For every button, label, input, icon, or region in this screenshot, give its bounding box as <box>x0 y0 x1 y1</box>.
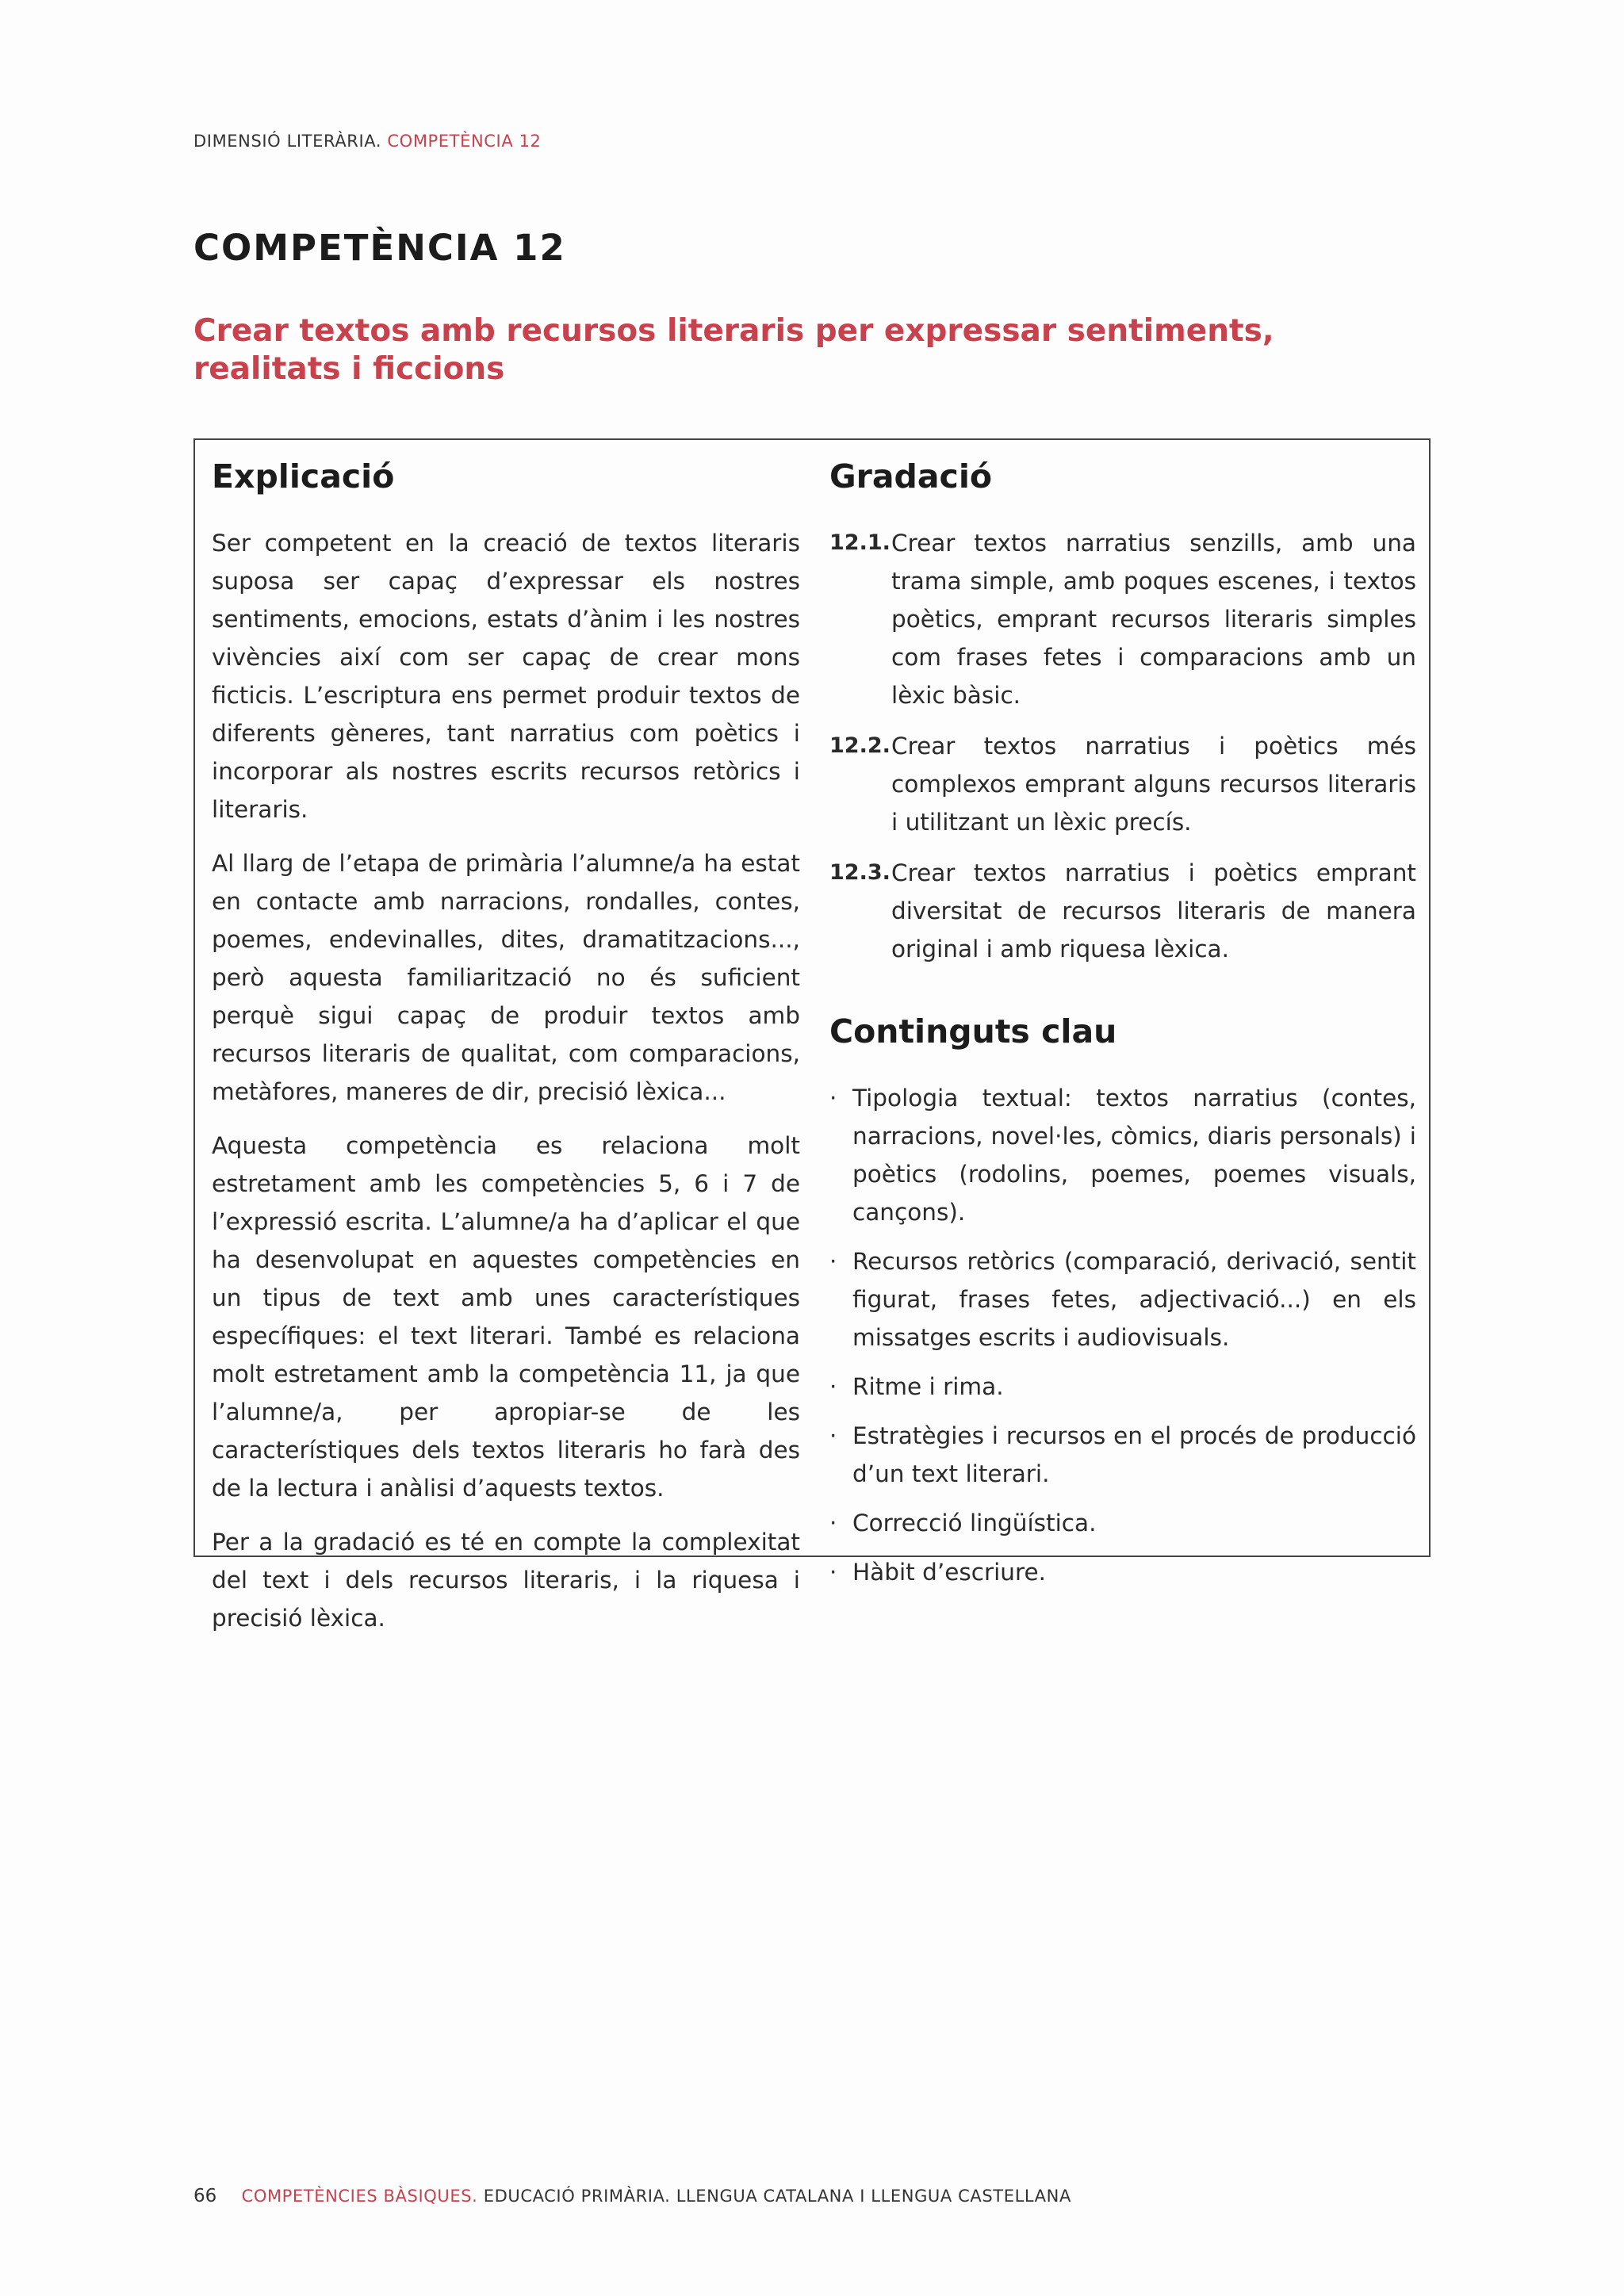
explicacio-heading: Explicació <box>212 457 395 496</box>
continguts-list-item <box>829 1368 1416 1406</box>
header-competence: COMPETÈNCIA 12 <box>387 132 542 151</box>
page-title: COMPETÈNCIA 12 <box>193 227 566 269</box>
gradacio-item <box>829 727 1416 841</box>
gradacio-text: Crear textos narratius i poètics més complexos emprant alguns recursos literaris i utilitzant un lèxic precís. <box>891 733 1416 836</box>
continguts-heading: Continguts clau <box>829 1012 1117 1050</box>
explicacio-paragraph: Al llarg de l’etapa de primària l’alumne/a ha estat en contacte amb narracions, rondalles, contes, poemes, endevinalles, dites, dramatitzacions..., però aquesta familiarització no és suficient perquè sigui capaç de produir textos amb recursos literaris de qualitat, com comparacions, metàfores, maneres de dir, precisió lèxica... <box>212 850 800 1105</box>
gradacio-item <box>829 854 1416 968</box>
page-number: 66 <box>193 2186 217 2206</box>
footer-series: COMPETÈNCIES BÀSIQUES. <box>241 2187 478 2206</box>
gradacio-heading: Gradació <box>829 457 993 496</box>
explicacio-paragraph: Ser competent en la creació de textos literaris suposa ser capaç d’expressar els nostres sentiments, emocions, estats d’ànim i les nostres vivències així com ser capaç de crear mons ficticis. L’escriptura ens permet produir textos de diferents gèneres, tant narratius com poètics i incorporar als nostres escrits recursos retòrics i literaris. <box>212 530 800 823</box>
explicacio-paragraph: Aquesta competència es relaciona molt estretament amb les competències 5, 6 i 7 de l’expressió escrita. L’alumne/a ha d’aplicar el que ha desenvolupat en aquestes competències en un tipus de text amb unes característiques específiques: el text literari. També es relaciona molt estretament amb la competència 11, ja que l’alumne/a, per apropiar-se de les característiques dels textos literaris ho farà des de la lectura i anàlisi d’aquests textos. <box>212 1132 800 1502</box>
explicacio-paragraph: Per a la gradació es té en compte la complexitat del text i dels recursos literaris, i la riquesa i precisió lèxica. <box>212 1529 800 1632</box>
competence-box <box>193 438 1431 1632</box>
competence-subtitle: Crear textos amb recursos literaris per expressar sentiments, realitats i ficcions <box>193 313 1274 387</box>
bullet-icon: · <box>829 1510 837 1536</box>
bullet-icon: · <box>829 1085 837 1112</box>
running-header <box>193 132 542 151</box>
continguts-text: Tipologia textual: textos narratius (contes, narracions, novel·les, còmics, diaris personals) i poètics (rodolins, poemes, poemes visuals, cançons). <box>852 1085 1416 1226</box>
continguts-text: Recursos retòrics (comparació, derivació, sentit figurat, frases fetes, adjectivació...) en els missatges escrits i audiovisuals. <box>852 1248 1416 1351</box>
gradacio-item <box>829 524 1416 714</box>
continguts-text: Estratègies i recursos en el procés de producció d’un text literari. <box>852 1422 1416 1487</box>
continguts-text: Ritme i rima. <box>852 1373 1004 1400</box>
gradacio-text: Crear textos narratius senzills, amb una trama simple, amb poques escenes, i textos poètics, emprant recursos literaris simples com frases fetes i comparacions amb un lèxic bàsic. <box>891 530 1416 709</box>
continguts-list-item <box>829 1242 1416 1357</box>
gradacio-number: 12.1. <box>829 530 891 555</box>
bullet-icon: · <box>829 1422 837 1449</box>
bullet-icon: · <box>829 1248 837 1275</box>
continguts-text: Correcció lingüística. <box>852 1510 1097 1536</box>
bullet-icon: · <box>829 1559 837 1586</box>
footer-description: EDUCACIÓ PRIMÀRIA. LLENGUA CATALANA I LLENGUA CASTELLANA <box>483 2187 1071 2206</box>
continguts-list-item <box>829 1504 1416 1542</box>
header-section: DIMENSIÓ LITERÀRIA. <box>193 132 382 151</box>
bullet-icon: · <box>829 1373 837 1400</box>
gradacio-column <box>829 454 1416 1602</box>
gradacio-number: 12.3. <box>829 860 891 885</box>
running-footer <box>193 2186 1071 2206</box>
continguts-list-item <box>829 1079 1416 1231</box>
continguts-text: Hàbit d’escriure. <box>852 1559 1046 1586</box>
gradacio-text: Crear textos narratius i poètics emprant diversitat de recursos literaris de manera original i amb riquesa lèxica. <box>891 859 1416 962</box>
continguts-list-item <box>829 1553 1416 1591</box>
gradacio-number: 12.2. <box>829 733 891 758</box>
explicacio-column <box>212 454 800 1653</box>
continguts-list-item <box>829 1417 1416 1493</box>
